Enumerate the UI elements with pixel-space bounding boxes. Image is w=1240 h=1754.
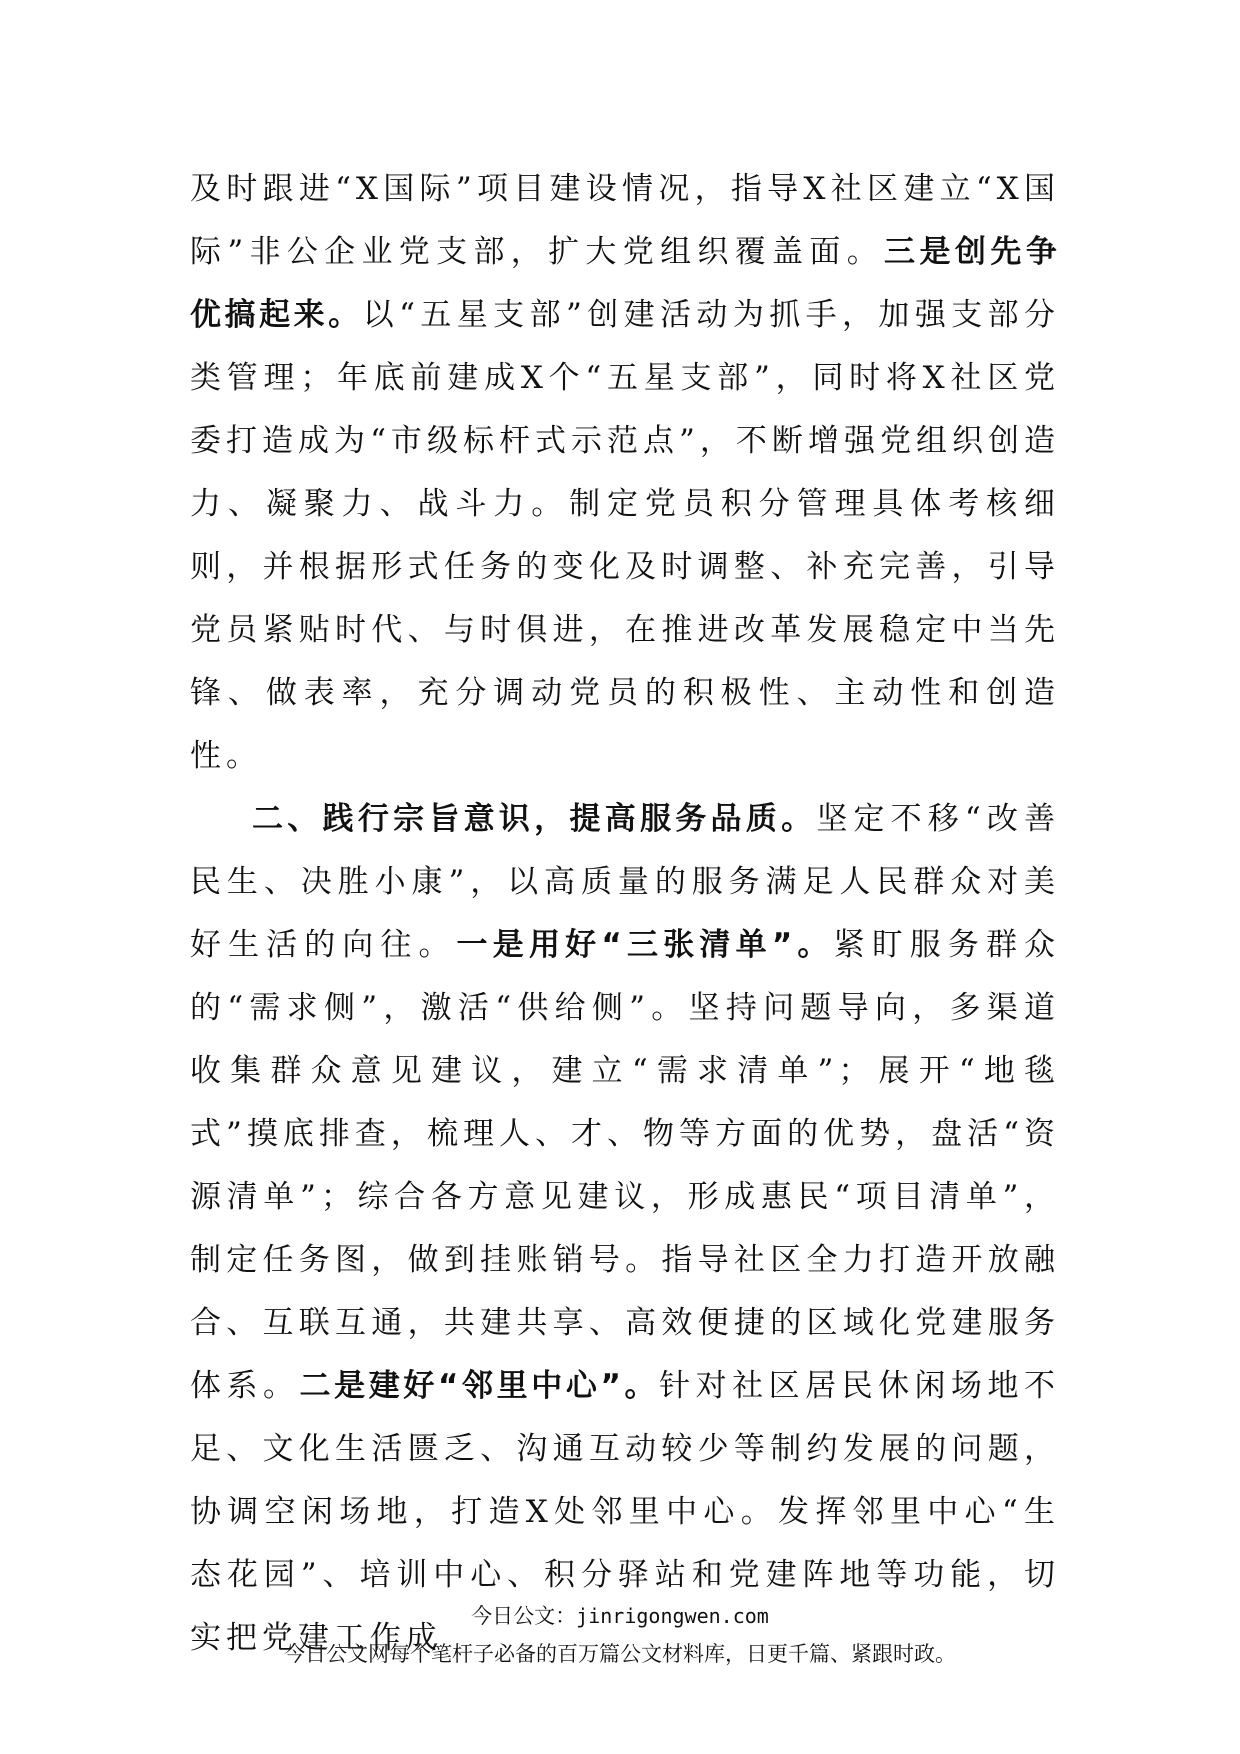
paragraph-1-segment-3: 以“五星支部”创建活动为抓手，加强支部分类管理；年底前建成X个“五星支部”，同时将X社区党委打造成为“市级标杆式示范点”，不断增强党组织创造力、凝聚力、战斗力。制定党员积分管理具体考核细则，并根据形式任务的变化及时调整、补充完善，引导党员紧贴时代、与时俱进，在推进改革发展稳定中当先锋、做表率，充分调动党员的积极性、主动性和创造性。 (190, 297, 1060, 774)
footer-site-line (0, 1600, 1240, 1630)
paragraph-2 (190, 788, 1060, 1670)
paragraph-2-segment-6: 针对社区居民休闲场地不足、文化生活匮乏、沟通互动较少等制约发展的问题，协调空闲场地，打造X处邻里中心。发挥邻里中心“生态花园”、培训中心、积分驿站和党建阵地等功能，切实把党建工作成 (190, 1368, 1060, 1656)
paragraph-1-heading-3: 三是创先争优搞起来。 (190, 234, 1060, 333)
footer-site-url[interactable]: jinrigongwen.com (576, 1604, 769, 1628)
paragraph-2-segment-2: 坚定不移“改善民生、决胜小康”，以高质量的服务满足人民群众对美好生活的向往。 (190, 801, 1060, 963)
paragraph-1-segment-1: 及时跟进“X国际”项目建设情况，指导X社区建立“X国际”非公企业党支部，扩大党组织覆盖面。 (190, 171, 1060, 270)
footer-site-label: 今日公文： (471, 1604, 577, 1628)
paragraph-1 (190, 158, 1060, 788)
section-2-heading: 二、践行宗旨意识，提高服务品质。 (252, 801, 817, 837)
subheading-two: 二是建好“邻里中心”。 (299, 1368, 660, 1404)
footer-slogan: 今日公文网每个笔杆子必备的百万篇公文材料库，日更千篇、紧跟时政。 (284, 1642, 956, 1666)
document-body (190, 158, 1060, 1670)
subheading-one: 一是用好“三张清单”。 (456, 927, 834, 963)
paragraph-2-segment-4: 紧盯服务群众的“需求侧”，激活“供给侧”。坚持问题导向，多渠道收集群众意见建议，建立“需求清单”；展开“地毯式”摸底排查，梳理人、才、物等方面的优势，盘活“资源清单”；综合各方意见建议，形成惠民“项目清单”，制定任务图，做到挂账销号。指导社区全力打造开放融合、互联互通，共建共享、高效便捷的区域化党建服务体系。 (190, 927, 1060, 1404)
